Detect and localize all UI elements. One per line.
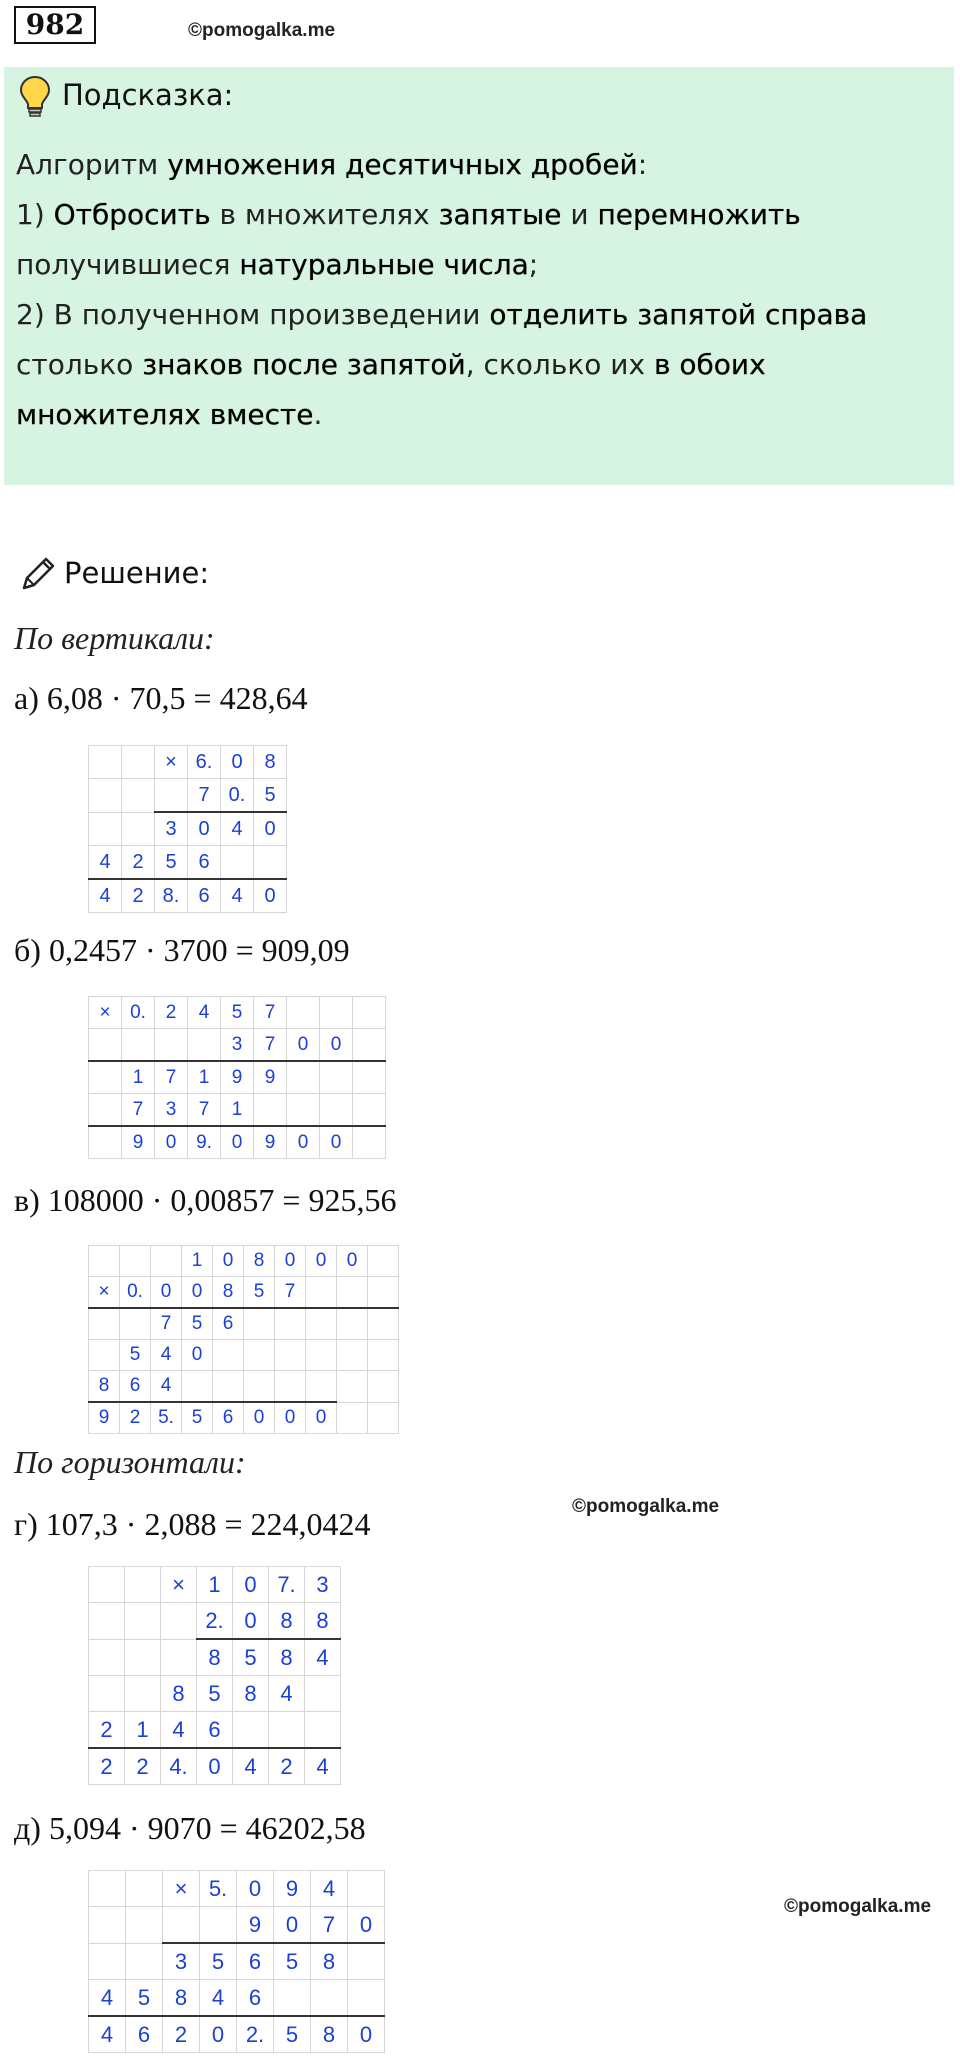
grid-cell: 0	[221, 1126, 254, 1159]
grid-cell: 0	[200, 2016, 237, 2053]
problem-a-expression: а) 6,08 · 70,5 = 428,64	[14, 680, 308, 716]
grid-cell	[155, 1029, 188, 1062]
grid-cell	[200, 1907, 237, 1944]
grid-cell: 8	[213, 1277, 244, 1309]
grid-cell: 3	[221, 1029, 254, 1062]
grid-cell	[89, 746, 122, 779]
grid-cell: 4	[221, 812, 254, 846]
grid-cell: 4	[89, 846, 122, 880]
grid-cell: 4	[221, 879, 254, 913]
grid-cell	[213, 1371, 244, 1403]
grid-cell	[353, 1126, 386, 1159]
grid-cell	[337, 1340, 368, 1371]
hint-text	[16, 140, 936, 440]
section-vertical: По вертикали:	[14, 620, 215, 656]
grid-row	[89, 1061, 386, 1094]
grid-cell	[125, 1603, 161, 1640]
grid-cell: 9	[221, 1061, 254, 1094]
grid-row	[89, 1603, 341, 1640]
grid-cell: 0	[337, 1246, 368, 1277]
hint-text-part: , сколько их	[465, 348, 654, 381]
grid-row	[89, 1748, 341, 1785]
grid-cell: 5	[274, 1943, 311, 1980]
grid-cell	[275, 1340, 306, 1371]
grid-cell: 4	[188, 997, 221, 1029]
grid-cell: 2	[122, 879, 155, 913]
hint-emphasis: отделить запятой справа	[489, 298, 868, 331]
hint-line-4	[16, 290, 936, 340]
grid-cell: 0	[306, 1402, 337, 1434]
grid-cell: 8	[197, 1639, 233, 1676]
grid-cell	[320, 997, 353, 1029]
grid-cell	[311, 1980, 348, 2017]
grid-cell: 0	[197, 1748, 233, 1785]
grid-cell: 5	[120, 1340, 151, 1371]
grid-cell: 4	[89, 879, 122, 913]
grid-cell: 1	[221, 1094, 254, 1127]
grid-cell	[337, 1277, 368, 1309]
watermark: ©pomogalka.me	[572, 1496, 720, 1517]
grid-cell	[306, 1277, 337, 1309]
grid-row	[89, 779, 287, 813]
hint-text-part: столько	[16, 348, 143, 381]
multiply-sign: ×	[161, 1567, 197, 1603]
grid-row	[89, 1277, 399, 1309]
hint-line-2	[16, 190, 936, 240]
grid-cell: 2	[163, 2016, 200, 2053]
grid-cell	[89, 1603, 125, 1640]
grid-cell: 4	[305, 1748, 341, 1785]
grid-cell	[254, 846, 287, 880]
grid-cell	[89, 1246, 120, 1277]
grid-cell: 9	[122, 1126, 155, 1159]
grid-cell: 8	[269, 1639, 305, 1676]
hint-text-part: и	[561, 198, 598, 231]
grid-cell: 5	[197, 1676, 233, 1712]
hint-emphasis: перемножить	[597, 198, 801, 231]
hint-text-part: .	[313, 398, 323, 431]
grid-cell	[89, 1308, 120, 1340]
grid-cell	[89, 1126, 122, 1159]
grid-cell	[89, 1094, 122, 1127]
grid-cell: 0	[182, 1340, 213, 1371]
multiplication-grid-a	[88, 745, 287, 913]
grid-cell	[275, 1308, 306, 1340]
grid-cell: 5	[221, 997, 254, 1029]
grid-cell	[221, 846, 254, 880]
grid-row	[89, 1246, 399, 1277]
grid-cell: 1	[188, 1061, 221, 1094]
grid-cell: 2	[155, 997, 188, 1029]
grid-cell: 5	[155, 846, 188, 880]
grid-cell	[125, 1639, 161, 1676]
grid-cell: 4	[305, 1639, 341, 1676]
grid-cell	[348, 1943, 385, 1980]
multiplication-grid-c	[88, 1245, 399, 1434]
hint-emphasis: множителях вместе	[16, 398, 314, 431]
hint-line-5	[16, 340, 936, 390]
grid-cell: 0	[213, 1246, 244, 1277]
hint-emphasis: умножения десятичных дробей	[167, 148, 638, 181]
grid-cell: 4	[233, 1748, 269, 1785]
grid-cell	[244, 1371, 275, 1403]
grid-cell: 2.	[197, 1603, 233, 1640]
grid-cell: 0	[237, 1871, 274, 1907]
lightbulb-icon	[18, 74, 52, 118]
grid-cell	[275, 1371, 306, 1403]
grid-cell	[89, 1907, 126, 1944]
hint-text-part: получившиеся	[16, 248, 240, 281]
grid-cell	[348, 1980, 385, 2017]
grid-row	[89, 1907, 385, 1944]
grid-cell: 1	[122, 1061, 155, 1094]
multiply-sign: ×	[163, 1871, 200, 1907]
grid-cell	[89, 1639, 125, 1676]
hint-text-part: в множителях	[210, 198, 439, 231]
grid-cell	[287, 1061, 320, 1094]
hint-text-part: Алгоритм	[16, 148, 168, 181]
multiply-sign: ×	[89, 1277, 120, 1309]
grid-cell: 0	[275, 1246, 306, 1277]
grid-cell	[120, 1246, 151, 1277]
grid-cell: 7	[122, 1094, 155, 1127]
grid-cell: 0.	[221, 779, 254, 813]
solution-title: Решение:	[64, 556, 210, 590]
watermark: ©pomogalka.me	[188, 20, 336, 41]
problem-e-expression: д) 5,094 · 9070 = 46202,58	[14, 1810, 366, 1846]
grid-cell: 0	[287, 1126, 320, 1159]
grid-cell	[89, 779, 122, 813]
multiplication-grid-b	[88, 996, 386, 1159]
grid-cell: 9	[254, 1126, 287, 1159]
grid-cell: 5	[126, 1980, 163, 2017]
hint-text-part: 2) В полученном произведении	[16, 298, 490, 331]
grid-cell	[306, 1340, 337, 1371]
grid-cell	[368, 1340, 399, 1371]
grid-cell: 0.	[122, 997, 155, 1029]
grid-cell	[89, 1061, 122, 1094]
grid-cell	[89, 1567, 125, 1603]
multiplication-grid-e	[88, 1870, 385, 2053]
grid-row	[89, 1712, 341, 1749]
grid-row	[89, 846, 287, 880]
grid-cell: 8	[269, 1603, 305, 1640]
grid-cell: 6	[188, 879, 221, 913]
grid-cell	[254, 1094, 287, 1127]
grid-cell	[233, 1712, 269, 1749]
grid-cell: 0	[320, 1029, 353, 1062]
grid-cell	[368, 1371, 399, 1403]
hint-emphasis: в обоих	[653, 348, 766, 381]
grid-cell: 0	[221, 746, 254, 779]
grid-cell: 4	[311, 1871, 348, 1907]
grid-cell: 0	[233, 1603, 269, 1640]
grid-cell: 9	[89, 1402, 120, 1434]
grid-cell: 6	[120, 1371, 151, 1403]
grid-row	[89, 1676, 341, 1712]
grid-cell: 2	[122, 846, 155, 880]
watermark: ©pomogalka.me	[784, 1896, 932, 1917]
grid-cell: 0	[188, 812, 221, 846]
grid-cell: 3	[155, 812, 188, 846]
grid-cell: 7.	[269, 1567, 305, 1603]
grid-cell: 5.	[151, 1402, 182, 1434]
grid-cell	[182, 1371, 213, 1403]
grid-cell: 9.	[188, 1126, 221, 1159]
problem-b-expression: б) 0,2457 · 3700 = 909,09	[14, 932, 350, 968]
grid-cell: 7	[254, 997, 287, 1029]
grid-cell: 4	[269, 1676, 305, 1712]
grid-cell: 4	[151, 1340, 182, 1371]
grid-cell	[89, 812, 122, 846]
grid-cell: 8.	[155, 879, 188, 913]
grid-cell: 1	[125, 1712, 161, 1749]
hint-text-part: :	[637, 148, 648, 181]
grid-cell: 4	[200, 1980, 237, 2017]
grid-cell: 0	[274, 1907, 311, 1944]
grid-cell	[151, 1246, 182, 1277]
grid-cell: 7	[254, 1029, 287, 1062]
grid-cell: 0	[233, 1567, 269, 1603]
grid-row	[89, 879, 287, 913]
grid-row	[89, 1402, 399, 1434]
grid-cell: 0	[151, 1277, 182, 1309]
grid-cell: 2	[120, 1402, 151, 1434]
grid-cell: 2	[269, 1748, 305, 1785]
grid-cell	[89, 1340, 120, 1371]
multiplication-grid-d	[88, 1566, 341, 1785]
grid-cell	[320, 1094, 353, 1127]
grid-cell: 5	[244, 1277, 275, 1309]
grid-row	[89, 1371, 399, 1403]
grid-cell	[306, 1371, 337, 1403]
grid-cell	[89, 1943, 126, 1980]
grid-cell: 0.	[120, 1277, 151, 1309]
grid-row	[89, 1126, 386, 1159]
grid-cell	[122, 812, 155, 846]
grid-cell: 7	[311, 1907, 348, 1944]
grid-cell	[337, 1308, 368, 1340]
grid-cell: 8	[311, 1943, 348, 1980]
grid-cell	[122, 1029, 155, 1062]
multiply-sign: ×	[155, 746, 188, 779]
hint-line-1	[16, 140, 936, 190]
grid-cell	[122, 779, 155, 813]
grid-cell: 5	[254, 779, 287, 813]
grid-cell: 7	[275, 1277, 306, 1309]
grid-cell: 8	[163, 1980, 200, 2017]
grid-cell	[353, 1029, 386, 1062]
grid-cell	[155, 779, 188, 813]
grid-row	[89, 1943, 385, 1980]
grid-cell: 2.	[237, 2016, 274, 2053]
grid-row	[89, 1340, 399, 1371]
grid-row	[89, 1094, 386, 1127]
grid-cell: 5	[274, 2016, 311, 2053]
grid-row	[89, 997, 386, 1029]
grid-cell: 6.	[188, 746, 221, 779]
section-horizontal: По горизонтали:	[14, 1444, 246, 1480]
grid-cell	[353, 997, 386, 1029]
grid-cell: 5.	[200, 1871, 237, 1907]
grid-cell: 8	[305, 1603, 341, 1640]
grid-cell	[368, 1308, 399, 1340]
grid-cell: 2	[89, 1748, 125, 1785]
grid-cell	[125, 1676, 161, 1712]
grid-cell	[320, 1061, 353, 1094]
grid-cell: 4	[161, 1712, 197, 1749]
grid-cell	[353, 1094, 386, 1127]
grid-cell: 3	[305, 1567, 341, 1603]
grid-cell: 1	[197, 1567, 233, 1603]
grid-row	[89, 746, 287, 779]
grid-cell	[122, 746, 155, 779]
grid-cell: 4	[89, 2016, 126, 2053]
grid-cell	[161, 1603, 197, 1640]
grid-cell: 4	[151, 1371, 182, 1403]
grid-cell: 6	[126, 2016, 163, 2053]
grid-cell: 1	[182, 1246, 213, 1277]
grid-cell: 0	[348, 2016, 385, 2053]
hint-emphasis: знаков после запятой	[142, 348, 466, 381]
grid-cell	[161, 1639, 197, 1676]
hint-emphasis: натуральные числа	[239, 248, 529, 281]
grid-cell: 5	[200, 1943, 237, 1980]
grid-cell	[89, 1029, 122, 1062]
grid-cell	[126, 1907, 163, 1944]
hint-title: Подсказка:	[62, 78, 234, 112]
grid-cell	[368, 1246, 399, 1277]
grid-cell	[125, 1567, 161, 1603]
problem-c-expression: в) 108000 · 0,00857 = 925,56	[14, 1182, 397, 1218]
grid-row	[89, 1308, 399, 1340]
hint-line-6	[16, 390, 936, 440]
grid-row	[89, 812, 287, 846]
grid-cell: 0	[320, 1126, 353, 1159]
hint-text-part: 1)	[16, 198, 54, 231]
grid-row	[89, 2016, 385, 2053]
grid-cell	[163, 1907, 200, 1944]
grid-cell: 5	[182, 1308, 213, 1340]
grid-cell: 6	[213, 1308, 244, 1340]
grid-cell: 9	[274, 1871, 311, 1907]
grid-cell: 5	[182, 1402, 213, 1434]
grid-cell: 0	[348, 1907, 385, 1944]
grid-cell: 6	[237, 1943, 274, 1980]
grid-cell: 8	[89, 1371, 120, 1403]
grid-cell: 9	[237, 1907, 274, 1944]
grid-cell: 0	[306, 1246, 337, 1277]
grid-cell	[337, 1402, 368, 1434]
grid-cell: 0	[254, 879, 287, 913]
grid-cell	[244, 1340, 275, 1371]
grid-cell: 6	[197, 1712, 233, 1749]
grid-cell	[348, 1871, 385, 1907]
grid-cell: 3	[155, 1094, 188, 1127]
grid-row	[89, 1567, 341, 1603]
grid-cell	[244, 1308, 275, 1340]
grid-cell	[89, 1676, 125, 1712]
grid-cell: 7	[155, 1061, 188, 1094]
grid-cell: 0	[254, 812, 287, 846]
grid-cell: 8	[233, 1676, 269, 1712]
grid-cell: 7	[151, 1308, 182, 1340]
hint-emphasis: запятые	[438, 198, 562, 231]
grid-cell: 4	[89, 1980, 126, 2017]
grid-cell	[126, 1871, 163, 1907]
grid-cell: 7	[188, 779, 221, 813]
grid-cell: 7	[188, 1094, 221, 1127]
grid-cell	[269, 1712, 305, 1749]
pencil-icon	[18, 554, 58, 594]
grid-cell: 2	[125, 1748, 161, 1785]
grid-cell: 0	[287, 1029, 320, 1062]
grid-cell	[89, 1871, 126, 1907]
problem-number: 982	[14, 6, 96, 44]
grid-cell	[305, 1676, 341, 1712]
grid-cell: 8	[311, 2016, 348, 2053]
grid-cell	[306, 1308, 337, 1340]
grid-cell: 2	[89, 1712, 125, 1749]
multiply-sign: ×	[89, 997, 122, 1029]
grid-cell	[213, 1340, 244, 1371]
grid-cell: 6	[237, 1980, 274, 2017]
grid-cell	[368, 1277, 399, 1309]
grid-cell	[368, 1402, 399, 1434]
grid-cell: 9	[254, 1061, 287, 1094]
grid-cell	[120, 1308, 151, 1340]
grid-cell: 0	[182, 1277, 213, 1309]
grid-cell: 4.	[161, 1748, 197, 1785]
grid-row	[89, 1029, 386, 1062]
hint-line-3	[16, 240, 936, 290]
grid-cell: 3	[163, 1943, 200, 1980]
grid-row	[89, 1871, 385, 1907]
grid-cell: 0	[275, 1402, 306, 1434]
grid-cell	[287, 1094, 320, 1127]
grid-cell	[305, 1712, 341, 1749]
hint-text-part: ;	[528, 248, 539, 281]
grid-cell: 0	[155, 1126, 188, 1159]
grid-cell: 8	[161, 1676, 197, 1712]
grid-cell	[337, 1371, 368, 1403]
grid-cell	[287, 997, 320, 1029]
hint-emphasis: Отбросить	[53, 198, 211, 231]
grid-cell: 5	[233, 1639, 269, 1676]
grid-cell	[274, 1980, 311, 2017]
grid-cell	[126, 1943, 163, 1980]
grid-cell	[353, 1061, 386, 1094]
grid-row	[89, 1639, 341, 1676]
grid-cell: 0	[244, 1402, 275, 1434]
grid-row	[89, 1980, 385, 2017]
grid-cell	[188, 1029, 221, 1062]
grid-cell: 8	[254, 746, 287, 779]
problem-d-expression: г) 107,3 · 2,088 = 224,0424	[14, 1506, 371, 1542]
grid-cell: 6	[188, 846, 221, 880]
grid-cell: 8	[244, 1246, 275, 1277]
grid-cell: 6	[213, 1402, 244, 1434]
